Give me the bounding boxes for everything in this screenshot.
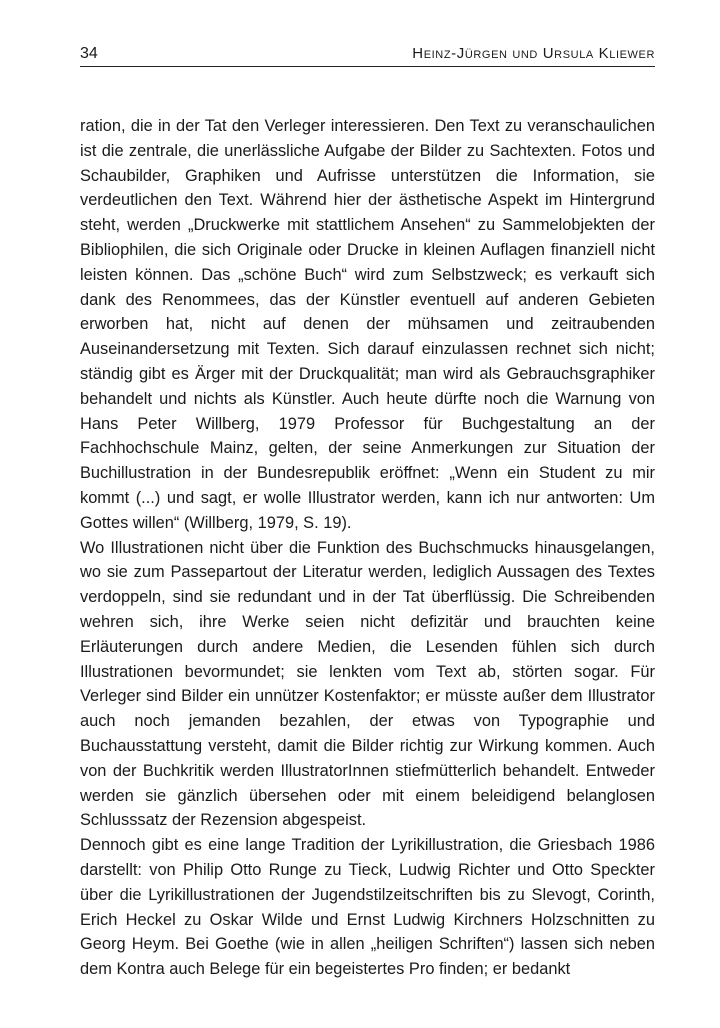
running-head-authors: Heinz-Jürgen und Ursula Kliewer xyxy=(412,45,655,62)
page-number: 34 xyxy=(80,45,98,62)
body-text xyxy=(80,114,655,982)
paragraph-1: ration, die in der Tat den Verleger interessieren. Den Text zu veranschaulichen ist die zentrale, die unerlässliche Aufgabe der Bilder zu Sachtexten. Fotos und Schaubilder, Graphiken und Aufrisse unterstützen die Information, sie verdeutlichen den Text. Während hier der ästhetische Aspekt im Hintergrund steht, werden „Druckwerke mit stattlichem Ansehen“ zu Sammelobjekten der Bibliophilen, die sich Originale oder Drucke in kleinen Auflagen finanziell nicht leisten können. Das „schöne Buch“ wird zum Selbstzweck; es verkauft sich dank des Renommees, das der Künstler eventuell auf anderen Gebieten erworben hat, nicht auf denen der mühsamen und zeitraubenden Auseinandersetzung mit Texten. Sich darauf einzulassen rechnet sich nicht; ständig gibt es Ärger mit der Druckqualität; man wird als Gebrauchsgraphiker behandelt und nichts als Künstler. Auch heute dürfte noch die Warnung von Hans Peter Willberg, 1979 Professor für Buchgestaltung an der Fachhochschule Mainz, gelten, der seine Anmerkungen zur Situation der Buchillustration in der Bundesrepublik eröffnet: „Wenn ein Student zu mir kommt (...) und sagt, er wolle Illustrator werden, kann ich nur antworten: Um Gottes willen“ (Willberg, 1979, S. 19). xyxy=(80,117,655,532)
running-header xyxy=(80,44,655,67)
paragraph-3: Dennoch gibt es eine lange Tradition der Lyrikillustration, die Griesbach 1986 darstellt: von Philip Otto Runge zu Tieck, Ludwig Richter und Otto Speckter über die Lyrikillustrationen der Jugendstilzeitschriften bis zu Slevogt, Corinth, Erich Heckel zu Oskar Wilde und Ernst Ludwig Kirchners Holzschnitten zu Georg Heym. Bei Goethe (wie in allen „heiligen Schriften“) lassen sich neben dem Kontra auch Belege für ein begeistertes Pro finden; er bedankt xyxy=(80,836,655,979)
paragraph-2: Wo Illustrationen nicht über die Funktion des Buchschmucks hinausgelangen, wo sie zum Passepartout der Literatur werden, lediglich Aussagen des Textes verdoppeln, sind sie redundant und in der Tat überflüssig. Die Schreibenden wehren sich, ihre Werke seien nicht defizitär und brauchten keine Erläuterungen durch andere Medien, die Lesenden fühlen sich durch Illustrationen bevormundet; sie lenkten vom Text ab, störten sogar. Für Verleger sind Bilder ein unnützer Kostenfaktor; er müsste außer dem Illustrator auch noch jemanden bezahlen, der etwas von Typographie und Buchausstattung versteht, damit die Bilder richtig zur Wirkung kommen. Auch von der Buchkritik werden IllustratorInnen stiefmütterlich behandelt. Entweder werden sie gänzlich übersehen oder mit einem beleidigend belanglosen Schlusssatz der Rezension abgespeist. xyxy=(80,538,655,830)
